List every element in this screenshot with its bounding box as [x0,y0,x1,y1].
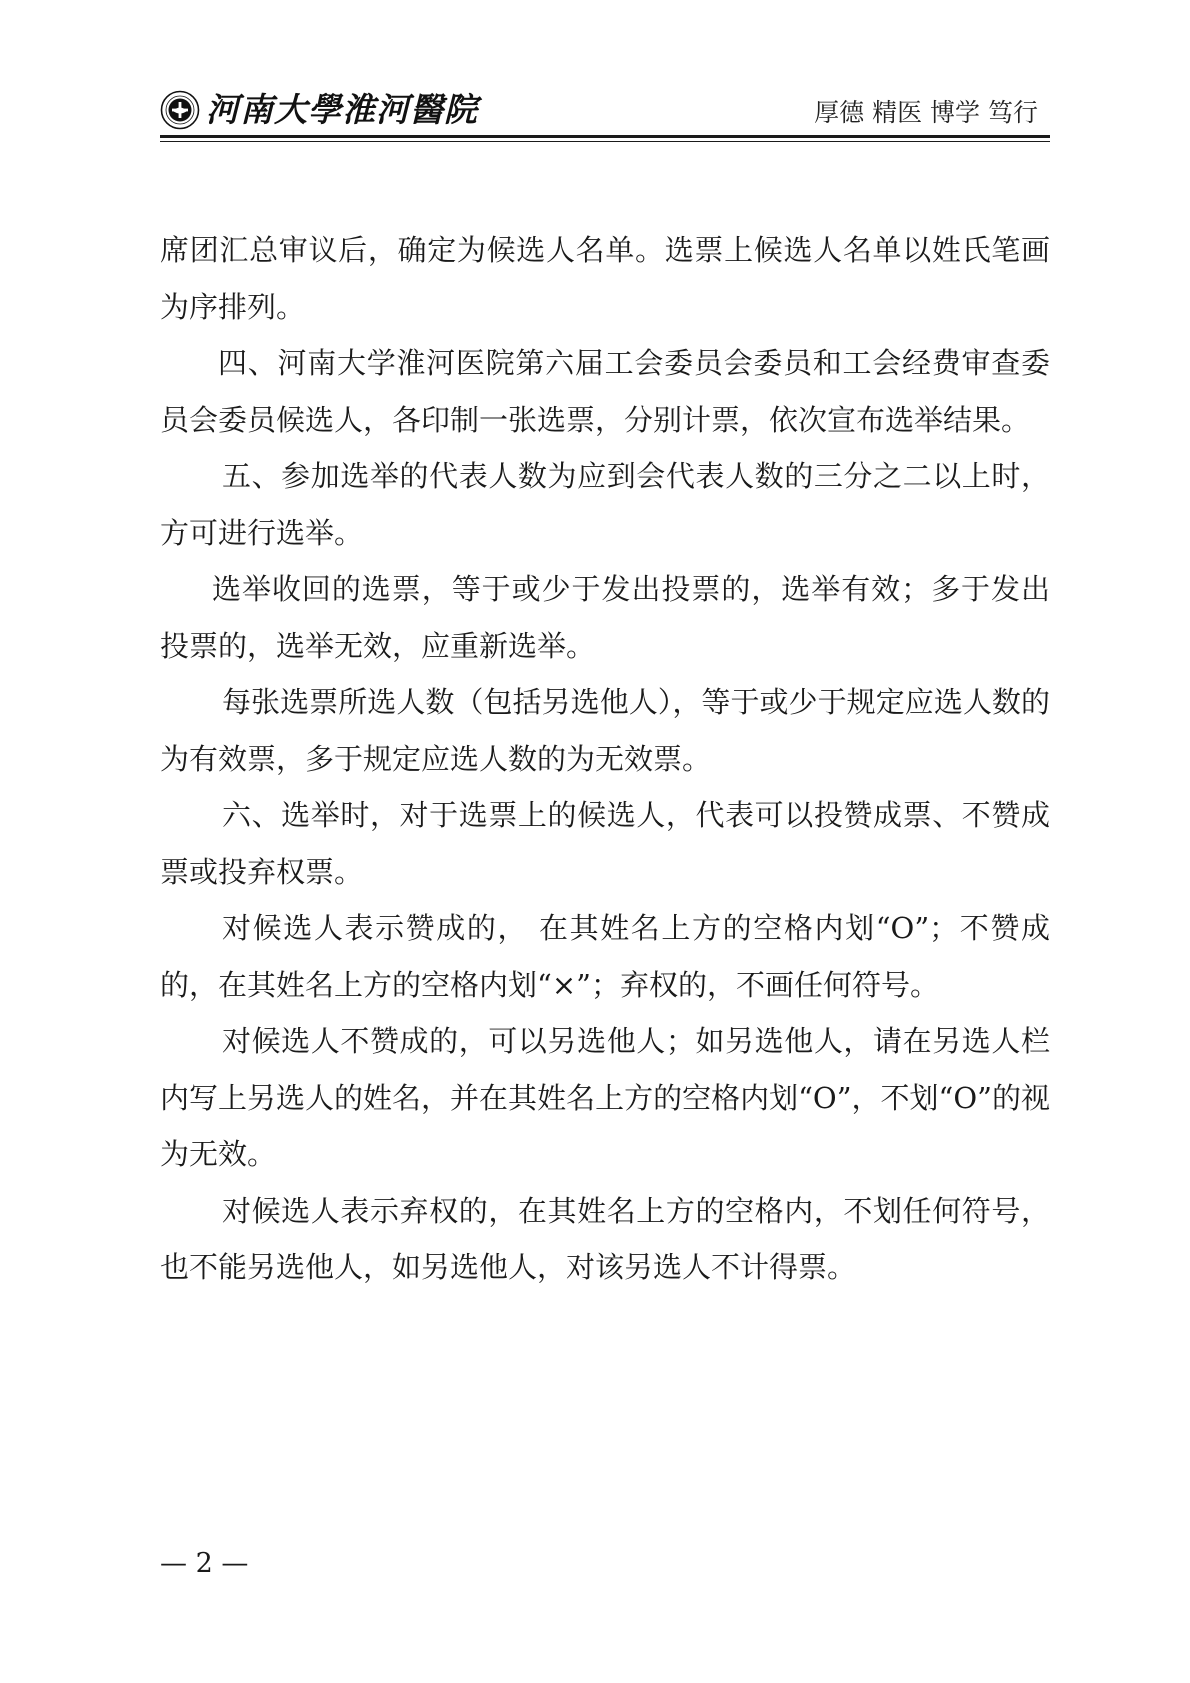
paragraph: 五、参加选举的代表人数为应到会代表人数的三分之二以上时，方可进行选举。 [160,459,1050,550]
paragraph: 对候选人不赞成的，可以另选他人；如另选他人，请在另选人栏内写上另选人的姓名，并在其姓名上方的空格内划“O”，不划“O”的视为无效。 [160,1024,1050,1171]
header-divider [160,135,1050,138]
hospital-name-logo: 河南大學淮河醫院 [206,90,478,129]
page-header [160,78,1050,136]
paragraph: 四、河南大学淮河医院第六届工会委员会委员和工会经费审查委员会委员候选人，各印制一张选票，分别计票，依次宣布选举结果。 [160,346,1050,437]
header-divider-thin [160,141,1050,142]
paragraph: 对候选人表示赞成的， 在其姓名上方的空格内划“O”；不赞成的，在其姓名上方的空格内划“×”；弃权的，不画任何符号。 [160,911,1050,1002]
page-number: — 2 — [160,1548,249,1579]
hospital-motto: 厚德 精医 博学 笃行 [814,98,1038,127]
document-body [160,222,1050,1296]
paragraph: 对候选人表示弃权的，在其姓名上方的空格内，不划任何符号，也不能另选他人，如另选他人，对该另选人不计得票。 [160,1193,1050,1284]
paragraph: 六、选举时，对于选票上的候选人，代表可以投赞成票、不赞成票或投弃权票。 [160,798,1050,889]
paragraph: 选举收回的选票，等于或少于发出投票的，选举有效；多于发出投票的，选举无效，应重新选举。 [160,572,1050,663]
paragraph: 每张选票所选人数（包括另选他人），等于或少于规定应选人数的为有效票，多于规定应选人数的为无效票。 [160,685,1050,776]
hospital-seal-icon [160,90,200,130]
paragraph: 席团汇总审议后，确定为候选人名单。选票上候选人名单以姓氏笔画为序排列。 [160,233,1050,324]
